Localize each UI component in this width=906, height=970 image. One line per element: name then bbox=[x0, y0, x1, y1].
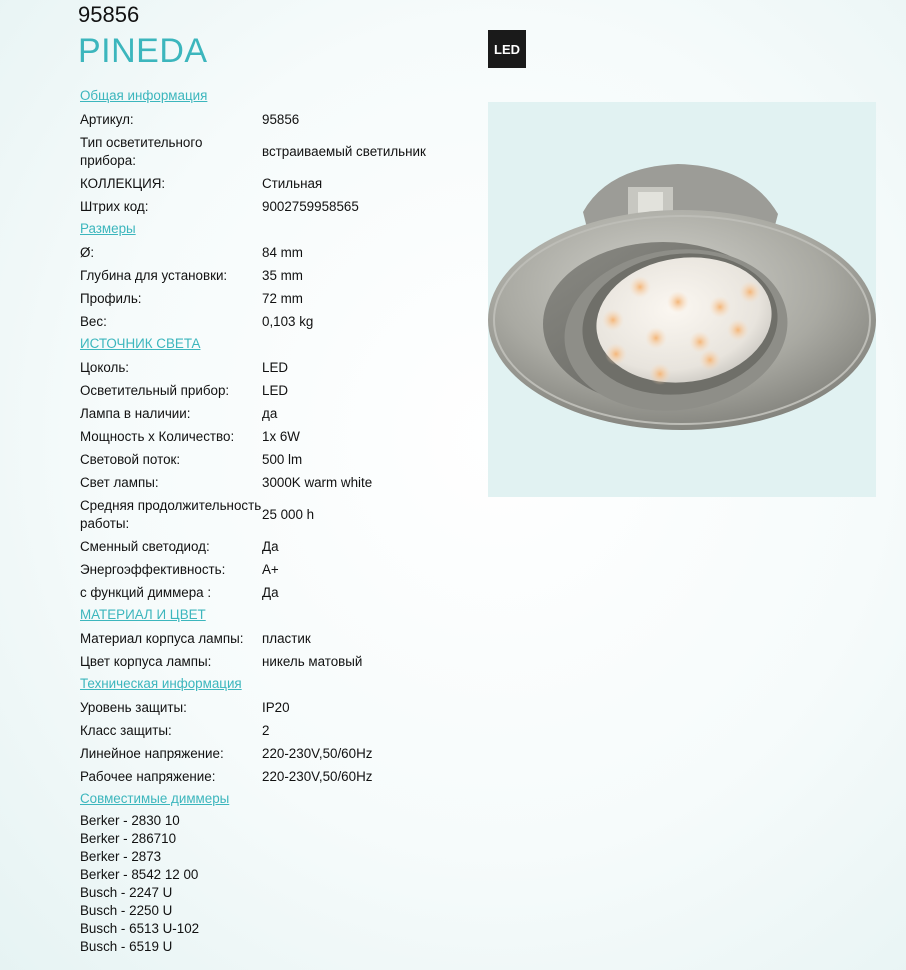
spec-row bbox=[80, 132, 480, 173]
spec-label: Уровень защиты: bbox=[80, 700, 187, 715]
product-image bbox=[488, 102, 876, 497]
spec-label: Штрих код: bbox=[80, 199, 149, 214]
dimmer-item: Berker - 286710 bbox=[80, 831, 177, 846]
spec-label: Тип осветительного прибора: bbox=[80, 135, 203, 168]
led-badge: LED bbox=[488, 30, 526, 68]
spec-list bbox=[80, 86, 480, 956]
spec-value: 1x 6W bbox=[262, 429, 300, 444]
section-title[interactable]: ИСТОЧНИК СВЕТА bbox=[80, 336, 201, 351]
spec-row bbox=[80, 380, 480, 403]
spec-label: Средняя продолжительность работы: bbox=[80, 498, 262, 531]
section-title[interactable]: Техническая информация bbox=[80, 676, 242, 691]
spec-value: 3000K warm white bbox=[262, 475, 373, 490]
spec-row bbox=[80, 242, 480, 265]
spec-row bbox=[80, 743, 480, 766]
spec-label: Цвет корпуса лампы: bbox=[80, 654, 212, 669]
spec-label: Осветительный прибор: bbox=[80, 383, 230, 398]
dimmer-item: Berker - 8542 12 00 bbox=[80, 867, 199, 882]
dimmer-item: Busch - 2247 U bbox=[80, 885, 173, 900]
spec-label: Сменный светодиод: bbox=[80, 539, 210, 554]
spec-label: Линейное напряжение: bbox=[80, 746, 224, 761]
spec-row bbox=[80, 697, 480, 720]
spec-row bbox=[80, 265, 480, 288]
spec-value: Да bbox=[262, 539, 279, 554]
spec-value: 95856 bbox=[262, 112, 300, 127]
spec-label: Мощность x Количество: bbox=[80, 429, 235, 444]
spec-label: Ø: bbox=[80, 245, 95, 260]
dimmer-item: Busch - 2250 U bbox=[80, 903, 173, 918]
spec-value: да bbox=[262, 406, 278, 421]
product-name: PINEDA bbox=[78, 32, 208, 70]
spec-value: 220-230V,50/60Hz bbox=[262, 769, 373, 784]
spec-label: Рабочее напряжение: bbox=[80, 769, 216, 784]
article-number: 95856 bbox=[78, 2, 140, 27]
spec-value: встраиваемый светильник bbox=[262, 144, 426, 159]
spec-value: 35 mm bbox=[262, 268, 303, 283]
spec-row bbox=[80, 196, 480, 219]
spec-label: КОЛЛЕКЦИЯ: bbox=[80, 176, 166, 191]
spec-row bbox=[80, 495, 480, 536]
spec-label: Класс защиты: bbox=[80, 723, 172, 738]
spec-value: 25 000 h bbox=[262, 507, 315, 522]
spec-value: 2 bbox=[262, 723, 270, 738]
spec-label: Свет лампы: bbox=[80, 475, 159, 490]
dimmers-title[interactable]: Совместимые диммеры bbox=[80, 791, 230, 806]
dimmer-item: Busch - 6513 U-102 bbox=[80, 921, 200, 936]
spec-value: Да bbox=[262, 585, 279, 600]
spec-label: Лампа в наличии: bbox=[80, 406, 191, 421]
spec-label: Вес: bbox=[80, 314, 107, 329]
spec-label: Материал корпуса лампы: bbox=[80, 631, 244, 646]
spec-value: 500 lm bbox=[262, 452, 303, 467]
spec-label: Энергоэффективность: bbox=[80, 562, 226, 577]
spec-label: Глубина для установки: bbox=[80, 268, 228, 283]
dimmer-item: Berker - 2830 10 bbox=[80, 813, 180, 828]
dimmer-item: Busch - 6519 U bbox=[80, 939, 173, 954]
spec-row bbox=[80, 288, 480, 311]
spec-row bbox=[80, 426, 480, 449]
spec-label: Артикул: bbox=[80, 112, 134, 127]
dimmer-list bbox=[80, 812, 480, 956]
spec-row bbox=[80, 173, 480, 196]
spec-value: LED bbox=[262, 383, 289, 398]
spec-label: с функций диммера : bbox=[80, 585, 212, 600]
spec-row bbox=[80, 472, 480, 495]
spec-value: LED bbox=[262, 360, 289, 375]
spec-row bbox=[80, 449, 480, 472]
spec-value: IP20 bbox=[262, 700, 290, 715]
spec-row bbox=[80, 109, 480, 132]
spec-value: 0,103 kg bbox=[262, 314, 314, 329]
spec-value: 9002759958565 bbox=[262, 199, 359, 214]
spec-value: Стильная bbox=[262, 176, 323, 191]
spec-row bbox=[80, 403, 480, 426]
dimmer-item: Berker - 2873 bbox=[80, 849, 162, 864]
spec-row bbox=[80, 536, 480, 559]
section-title[interactable]: Общая информация bbox=[80, 88, 208, 103]
spec-row bbox=[80, 720, 480, 743]
section-title[interactable]: МАТЕРИАЛ И ЦВЕТ bbox=[80, 607, 206, 622]
spec-label: Цоколь: bbox=[80, 360, 130, 375]
spec-value: A+ bbox=[262, 562, 279, 577]
spec-row bbox=[80, 582, 480, 605]
spec-value: 84 mm bbox=[262, 245, 303, 260]
spec-row bbox=[80, 559, 480, 582]
spec-value: никель матовый bbox=[262, 654, 363, 669]
spec-label: Профиль: bbox=[80, 291, 142, 306]
spec-value: пластик bbox=[262, 631, 311, 646]
spec-row bbox=[80, 357, 480, 380]
spec-row bbox=[80, 628, 480, 651]
spec-value: 72 mm bbox=[262, 291, 303, 306]
recessed-spotlight-illustration bbox=[488, 102, 876, 497]
spec-value: 220-230V,50/60Hz bbox=[262, 746, 373, 761]
spec-row bbox=[80, 311, 480, 334]
spec-row bbox=[80, 766, 480, 789]
spec-label: Световой поток: bbox=[80, 452, 181, 467]
section-title[interactable]: Размеры bbox=[80, 221, 136, 236]
spec-row bbox=[80, 651, 480, 674]
